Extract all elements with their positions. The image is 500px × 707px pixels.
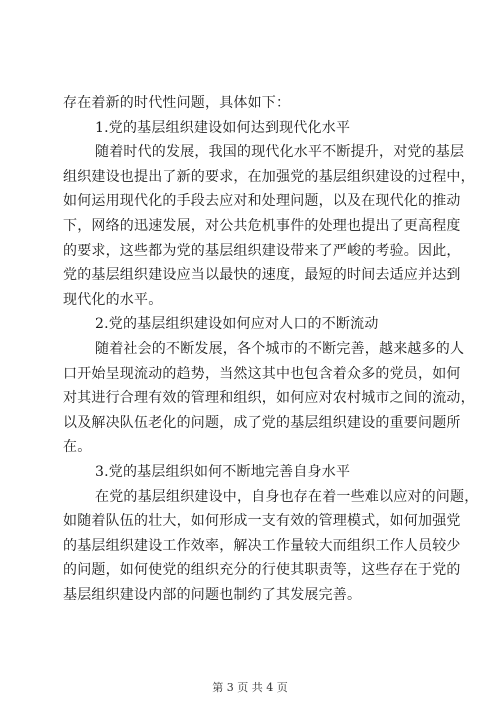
text-line: 如何运用现代化的手段去应对和处理问题，以及在现代化的推动 (63, 193, 461, 210)
text-line: 随着时代的发展，我国的现代化水平不断提升，对党的基层 (95, 144, 465, 161)
text-line: 的问题，如何使党的组织充分的行使其职责等，这些存在于党的 (63, 562, 461, 579)
text-line: 基层组织建设内部的问题也制约了其发展完善。 (63, 586, 362, 603)
section-heading-2: 2.党的基层组织建设如何应对人口的不断流动 (95, 316, 379, 333)
section-heading-3: 3.党的基层组织如何不断地完善自身水平 (95, 463, 351, 480)
text-line: 如随着队伍的壮大，如何形成一支有效的管理模式，如何加强党 (63, 513, 461, 530)
text-line: 在党的基层组织建设中，自身也存在着一些难以应对的问题， (95, 488, 479, 505)
text-line: 党的基层组织建设应当以最快的速度，最短的时间去适应并达到 (63, 267, 461, 284)
text-line: 现代化的水平。 (63, 291, 163, 308)
text-line: 存在着新的时代性问题，具体如下： (63, 95, 291, 111)
section-heading-1: 1.党的基层组织建设如何达到现代化水平 (95, 119, 351, 136)
text-line: 对其进行合理有效的管理和组织，如何应对农村城市之间的流动， (63, 390, 475, 407)
page-number-footer: 第 3 页 共 4 页 (212, 681, 288, 694)
text-line: 随着社会的不断发展，各个城市的不断完善，越来越多的人 (95, 340, 465, 357)
text-line: 在。 (63, 439, 92, 456)
text-line: 以及解决队伍老化的问题，成了党的基层组织建设的重要问题所 (63, 414, 461, 431)
text-line: 口开始呈现流动的趋势，当然这其中也包含着众多的党员，如何 (63, 365, 461, 382)
text-line: 下，网络的迅速发展，对公共危机事件的处理也提出了更高程度 (63, 217, 461, 234)
text-line: 的基层组织建设工作效率，解决工作量较大而组织工作人员较少 (63, 537, 461, 554)
body-text (63, 91, 479, 607)
text-line: 组织建设也提出了新的要求，在加强党的基层组织建设的过程中， (63, 168, 475, 185)
text-line: 的要求，这些都为党的基层组织建设带来了严峻的考验。因此， (63, 242, 461, 259)
